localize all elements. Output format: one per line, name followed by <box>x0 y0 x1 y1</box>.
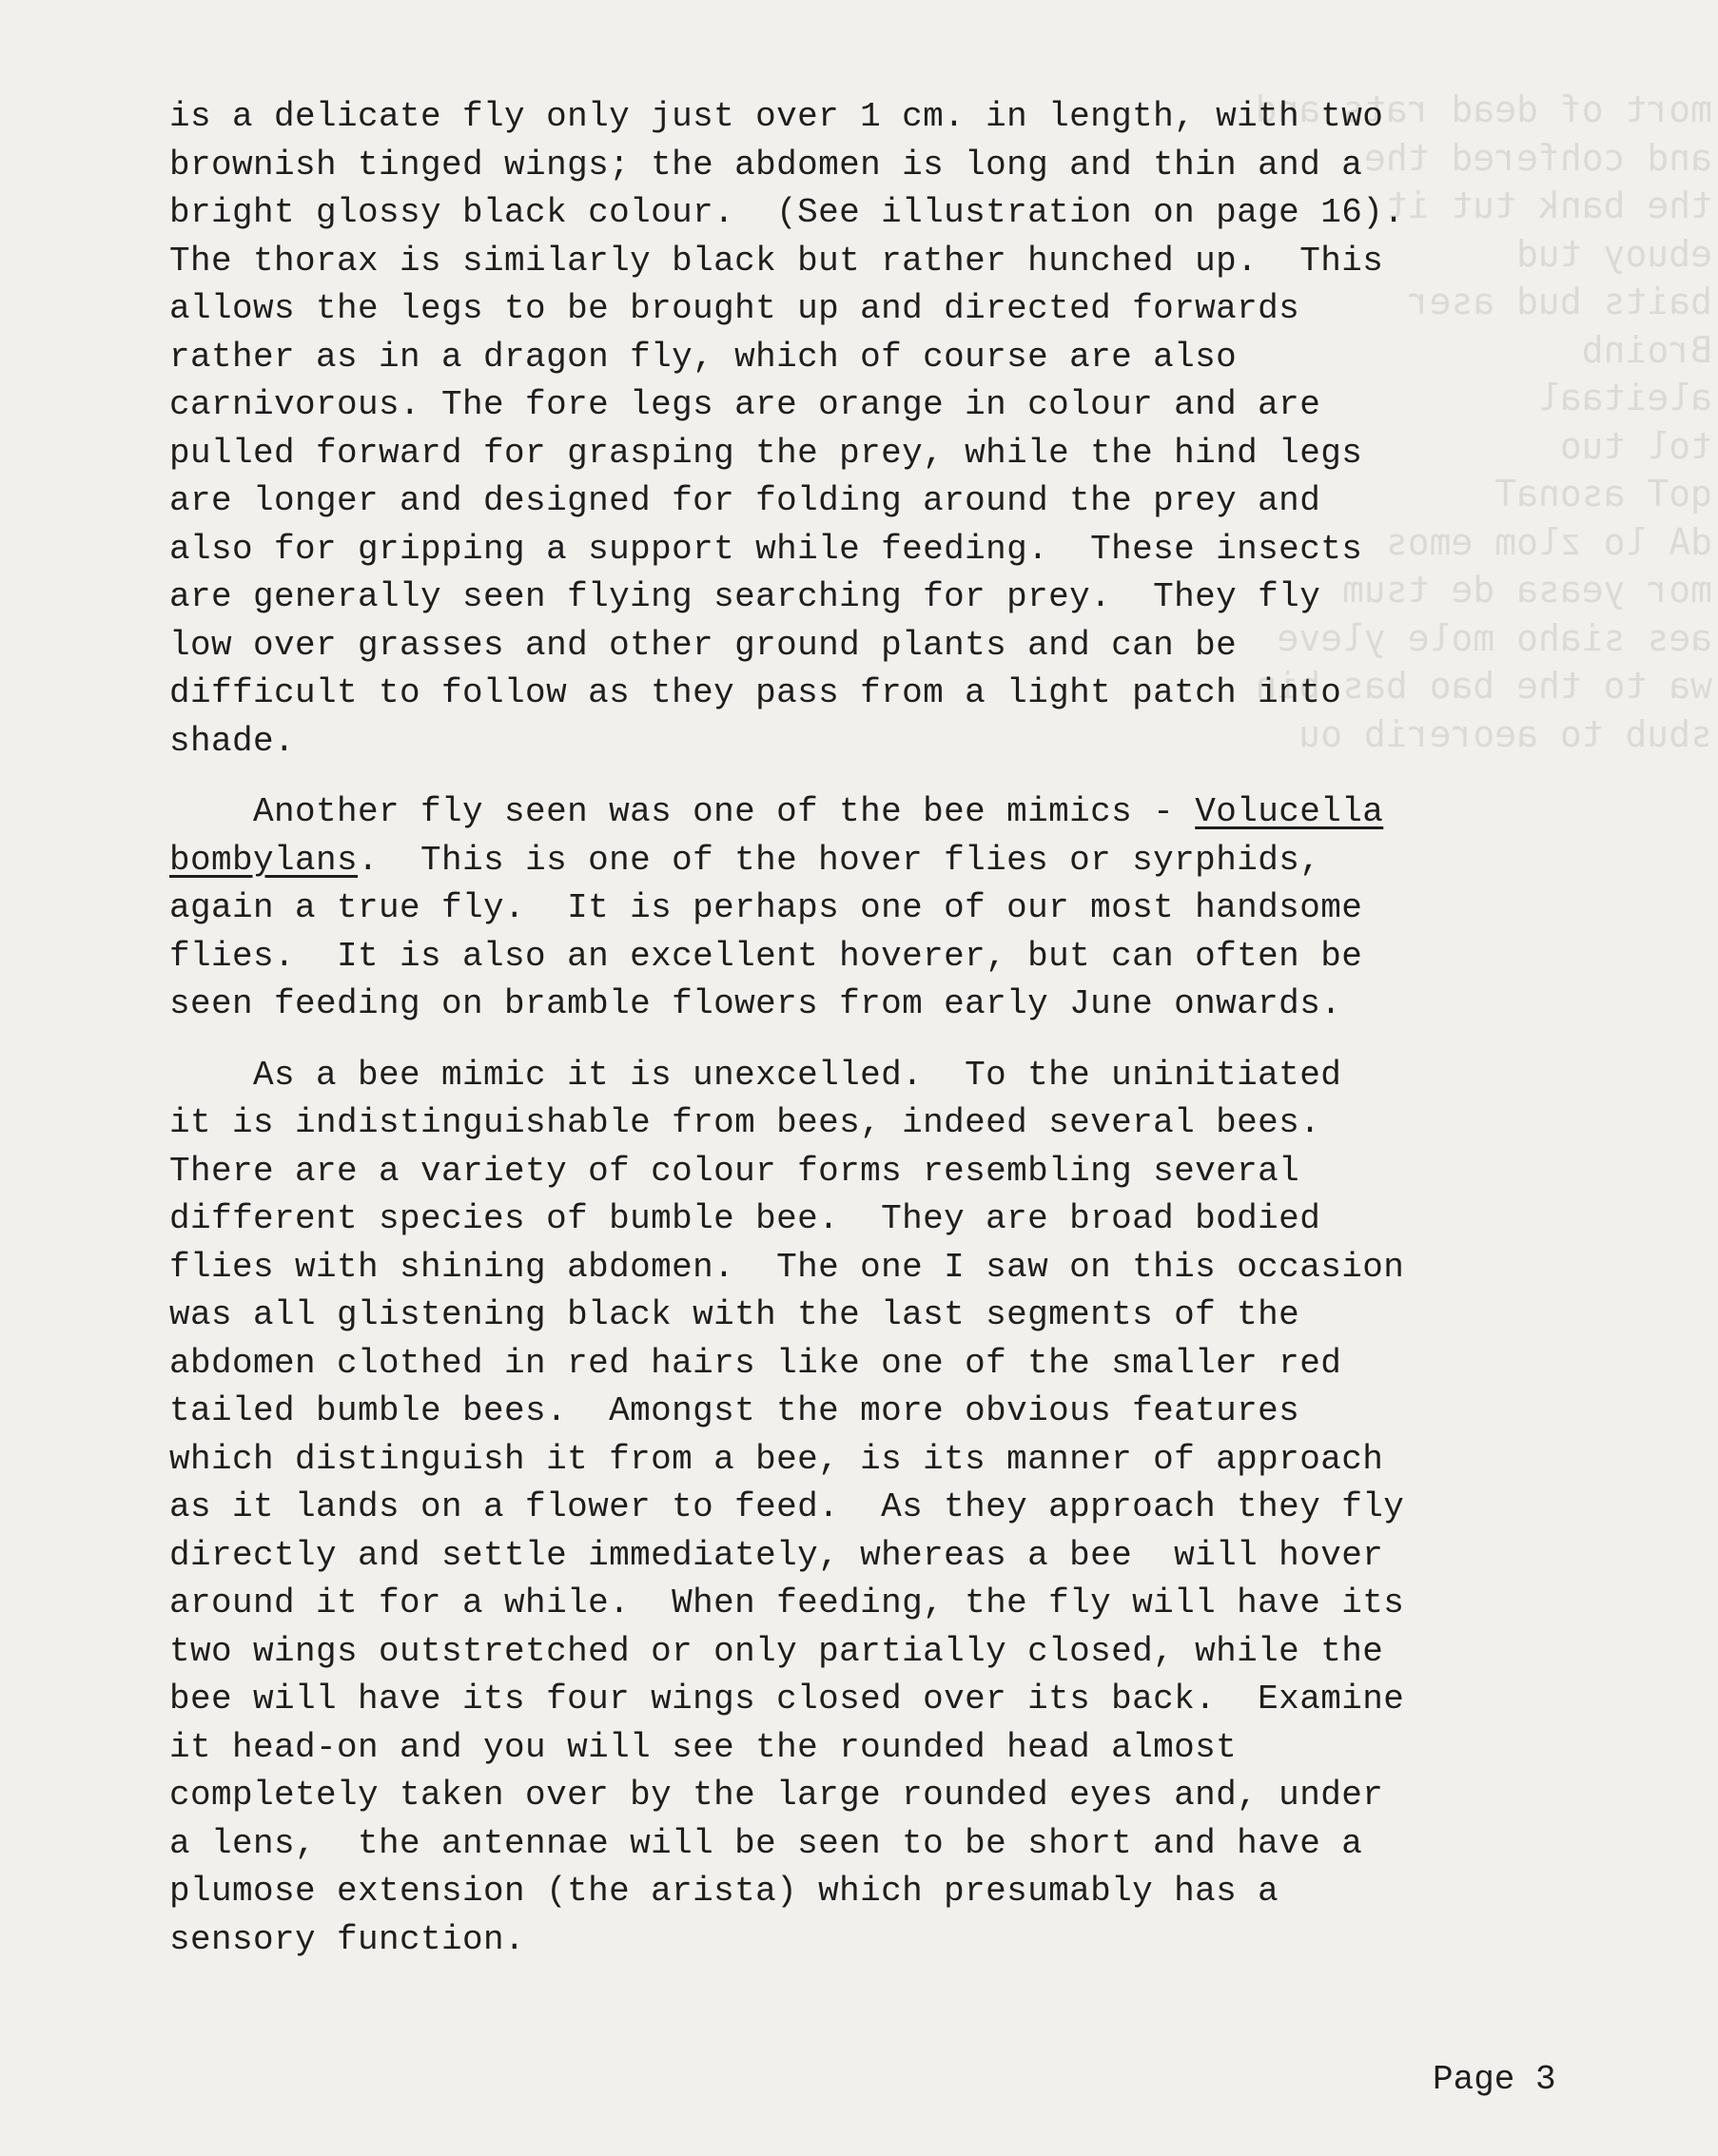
text-line: a lens, the antennae will be seen to be short and have a <box>169 1823 1363 1863</box>
text-line: plumose extension (the arista) which presumably has a <box>169 1872 1279 1911</box>
text-line: bee will have its four wings closed over its back. Examine <box>169 1680 1405 1719</box>
paragraph-2 <box>169 788 1615 1029</box>
text-line: different species of bumble bee. They are broad bodied <box>169 1199 1321 1238</box>
text-line: again a true fly. It is perhaps one of our most handsome <box>169 888 1363 927</box>
text-line: are longer and designed for folding around the prey and <box>169 481 1321 520</box>
text-line: flies. It is also an excellent hoverer, but can often be <box>169 936 1363 976</box>
body-text <box>169 93 1615 1964</box>
text-line: shade. <box>169 721 296 761</box>
text-line: bright glossy black colour. (See illustration on page 16). <box>169 193 1405 232</box>
text-line: around it for a while. When feeding, the fly will have its <box>169 1583 1405 1622</box>
text-line: As a bee mimic it is unexcelled. To the uninitiated <box>169 1055 1342 1095</box>
text-line: as it lands on a flower to feed. As they approach they fly <box>169 1487 1405 1526</box>
text-line: are generally seen flying searching for prey. They fly <box>169 577 1321 616</box>
text-line: flies with shining abdomen. The one I saw on this occasion <box>169 1247 1405 1287</box>
text-line: difficult to follow as they pass from a light patch into <box>169 673 1342 712</box>
text-line: rather as in a dragon fly, which of course are also <box>169 337 1238 377</box>
line-text: Another fly seen was one of the bee mimics - <box>169 792 1196 831</box>
paragraph-3 <box>169 1052 1615 1965</box>
paragraph-gap <box>169 1029 1615 1052</box>
text-line: two wings outstretched or only partially closed, while the <box>169 1631 1384 1671</box>
text-line: tailed bumble bees. Amongst the more obvious features <box>169 1391 1300 1430</box>
show-through-texture: mort of dead rats and and cohfered the the bank tut it ebuoy tud baits bud aser Broinb aleitaal tol tuo qoT asonaT dA lo zlom emos mor yeasa de tsum aes siaho mole yleve wa to the bao bas bin sbub to aeorerib ou <box>1255 88 1712 755</box>
text-line: it is indistinguishable from bees, indeed several bees. <box>169 1103 1321 1142</box>
text-line <box>169 837 1615 885</box>
text-line: The thorax is similarly black but rather hunched up. This <box>169 241 1384 281</box>
text-line: was all glistening black with the last segments of the <box>169 1295 1300 1334</box>
text-line: There are a variety of colour forms resembling several <box>169 1151 1300 1191</box>
text-line <box>169 788 1615 837</box>
text-line: sensory function. <box>169 1919 526 1959</box>
text-line: pulled forward for grasping the prey, while the hind legs <box>169 433 1363 473</box>
paragraph-1 <box>169 93 1615 766</box>
text-line: directly and settle immediately, whereas a bee will hover <box>169 1535 1384 1575</box>
text-line: seen feeding on bramble flowers from early June onwards. <box>169 984 1342 1023</box>
text-line: brownish tinged wings; the abdomen is long and thin and a <box>169 145 1363 185</box>
text-line: carnivorous. The fore legs are orange in colour and are <box>169 385 1321 424</box>
text-line: low over grasses and other ground plants and can be <box>169 625 1238 665</box>
text-line: abdomen clothed in red hairs like one of the smaller red <box>169 1343 1342 1383</box>
text-line: it head-on and you will see the rounded head almost <box>169 1727 1238 1767</box>
text-line: allows the legs to be brought up and directed forwards <box>169 289 1300 328</box>
species-name-genus: Volucella <box>1195 792 1384 831</box>
paragraph-gap <box>169 766 1615 788</box>
text-line: also for gripping a support while feeding. These insects <box>169 529 1363 569</box>
text-line: completely taken over by the large rounded eyes and, under <box>169 1776 1384 1815</box>
text-line: which distinguish it from a bee, is its manner of approach <box>169 1439 1384 1479</box>
page-number: Page 3 <box>1433 2060 1556 2099</box>
line-text: . This is one of the hover flies or syrphids, <box>358 840 1321 880</box>
text-line: is a delicate fly only just over 1 cm. in length, with two <box>169 97 1384 136</box>
species-name-epithet: bombylans <box>169 840 359 880</box>
